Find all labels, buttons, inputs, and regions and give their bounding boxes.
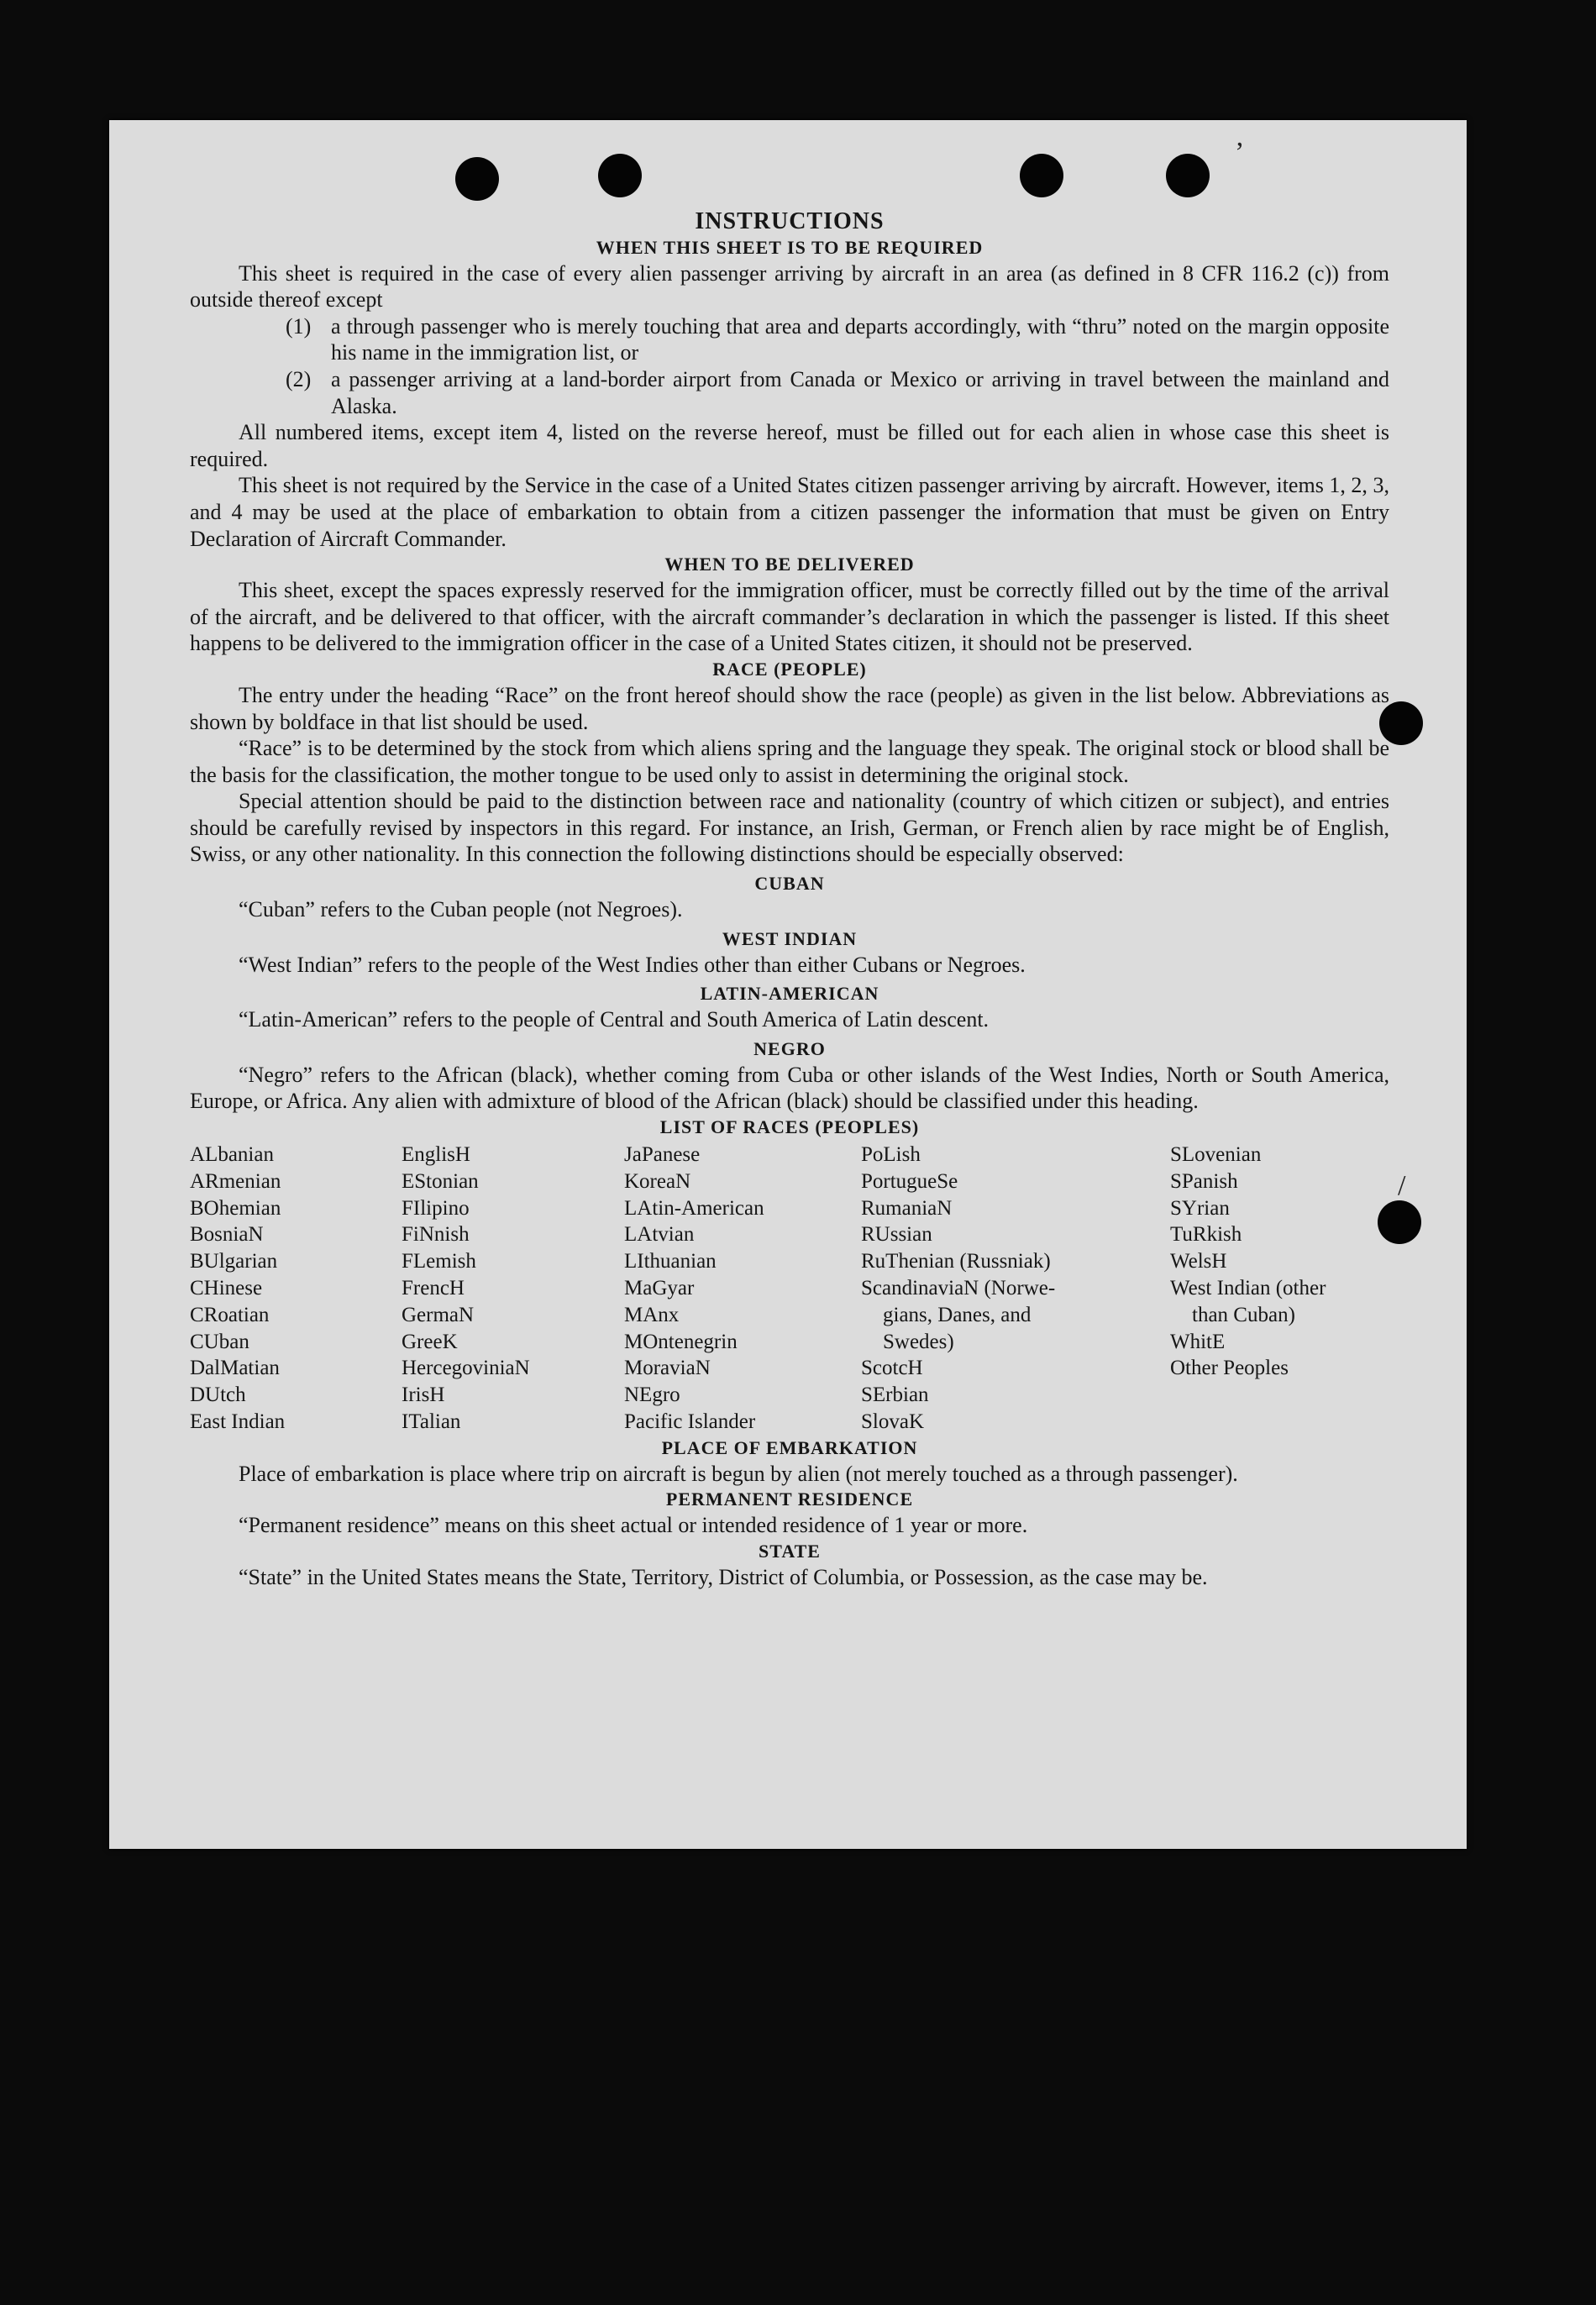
section-heading: CUBAN (754, 873, 825, 895)
section-heading: RACE (PEOPLE) (712, 658, 867, 680)
race-entry: BUlgarian (190, 1250, 278, 1273)
race-entry: SPanish (1170, 1169, 1238, 1193)
item-text: a passenger arriving at a land-border airport from Canada or Mexico or arriving in travel between the mainland and Alaska. (331, 366, 1389, 418)
paragraph: This sheet is required in the case of every alien passenger arriving by aircraft in an area (as defined in 8 CFR 116.2 (c)) from outside thereof except (190, 260, 1389, 312)
race-entry: FrencH (402, 1277, 465, 1300)
races-column (402, 1142, 624, 1436)
punch-hole (598, 154, 642, 197)
race-entry: KoreaN (624, 1169, 691, 1193)
race-entry: DUtch (190, 1384, 246, 1407)
paragraph: “West Indian” refers to the people of the West Indies other than either Cubans or Negroes. (239, 952, 1026, 977)
paragraph: “Permanent residence” means on this sheet actual or intended residence of 1 year or more. (239, 1513, 1028, 1538)
race-entry: Swedes) (883, 1330, 954, 1353)
ink-mark: / (1398, 1170, 1406, 1201)
item-number: (2) (286, 366, 312, 391)
races-list (190, 1142, 1389, 1436)
race-entry: ARmenian (190, 1169, 281, 1193)
race-entry: RUssian (861, 1223, 932, 1247)
race-entry: MOntenegrin (624, 1330, 738, 1353)
paragraph: All numbered items, except item 4, listed on the reverse hereof, must be filled out for each alien in whose case this sheet is required. (190, 420, 1389, 471)
race-entry: CUban (190, 1330, 249, 1353)
section-heading: LATIN-AMERICAN (700, 983, 879, 1005)
race-entry: MAnx (624, 1303, 680, 1326)
race-entry: Pacific Islander (624, 1410, 756, 1433)
race-entry: CHinese (190, 1277, 263, 1300)
race-entry: MoraviaN (624, 1357, 711, 1380)
section-heading: WHEN THIS SHEET IS TO BE REQUIRED (596, 236, 984, 258)
race-entry: LAtvian (624, 1223, 695, 1247)
paragraph: “Latin-American” refers to the people of Central and South America of Latin descent. (239, 1007, 990, 1032)
race-entry: BOhemian (190, 1196, 281, 1220)
paragraph: “Negro” refers to the African (black), whether coming from Cuba or other islands of the West Indies, North or South America, Europe, or Africa. Any alien with admixture of blood of the African (black) should be classified under this heading. (190, 1062, 1389, 1114)
paragraph: “State” in the United States means the State, Territory, District of Columbia, or Possession, as the case may be. (239, 1564, 1208, 1589)
race-entry: SlovaK (861, 1410, 924, 1433)
list-item (190, 366, 1389, 419)
race-entry: Other Peoples (1170, 1357, 1289, 1380)
paragraph: “Race” is to be determined by the stock from which aliens spring and the language they speak. The original stock or blood shall be the basis for the classification, the mother tongue to be used only to assist in determining the original stock. (190, 736, 1389, 787)
race-entry: West Indian (other (1170, 1277, 1326, 1300)
race-entry: FIlipino (402, 1196, 470, 1220)
section-heading: LIST OF RACES (PEOPLES) (659, 1116, 920, 1138)
races-column (861, 1142, 1170, 1436)
section-heading: PLACE OF EMBARKATION (661, 1436, 918, 1458)
race-entry: PortugueSe (861, 1169, 958, 1193)
race-entry: FLemish (402, 1250, 476, 1273)
document-sheet (109, 120, 1467, 1849)
race-entry: SYrian (1170, 1196, 1230, 1220)
paragraph: Place of embarkation is place where trip on aircraft is begun by alien (not merely touched as a through passenger). (239, 1461, 1238, 1486)
race-entry: SErbian (861, 1384, 929, 1407)
race-entry: RuThenian (Russniak) (861, 1250, 1051, 1273)
section-heading: WEST INDIAN (722, 927, 858, 949)
paragraph: This sheet is not required by the Service in the case of a United States citizen passenger arriving by aircraft. However, items 1, 2, 3, and 4 may be used at the place of embarkation to obtain from a citizen passenger the information that must be given on Entry Declaration of Aircraft Commander. (190, 473, 1389, 551)
punch-hole (1166, 154, 1210, 197)
race-entry: East Indian (190, 1410, 286, 1433)
race-entry: DalMatian (190, 1357, 280, 1380)
race-entry: ITalian (402, 1410, 461, 1433)
section-heading: PERMANENT RESIDENCE (665, 1489, 914, 1510)
race-entry: NEgro (624, 1384, 680, 1407)
punch-hole (1020, 154, 1063, 197)
race-entry: HercegoviniaN (402, 1357, 530, 1380)
race-entry: EStonian (402, 1169, 479, 1193)
section-heading: NEGRO (753, 1037, 826, 1059)
race-entry: gians, Danes, and (883, 1303, 1032, 1326)
race-entry: LAtin-American (624, 1196, 764, 1220)
ink-mark: ’ (1235, 137, 1245, 168)
item-text: a through passenger who is merely touching that area and departs accordingly, with “thru” noted on the margin opposite his name in the immigration list, or (331, 313, 1389, 365)
race-entry: ALbanian (190, 1143, 274, 1167)
race-entry: RumaniaN (861, 1196, 953, 1220)
race-entry: MaGyar (624, 1277, 695, 1300)
race-entry: CRoatian (190, 1303, 270, 1326)
section-heading: STATE (759, 1540, 821, 1562)
list-item (190, 313, 1389, 366)
races-column (1170, 1142, 1389, 1436)
race-entry: GreeK (402, 1330, 458, 1353)
race-entry: PoLish (861, 1143, 921, 1167)
race-entry: TuRkish (1170, 1223, 1242, 1247)
punch-hole (455, 157, 499, 201)
race-entry: IrisH (402, 1384, 445, 1407)
race-entry: than Cuban) (1192, 1303, 1295, 1326)
race-entry: ScandinaviaN (Norwe- (861, 1277, 1056, 1300)
item-number: (1) (286, 313, 312, 339)
races-column (624, 1142, 861, 1436)
paragraph: “Cuban” refers to the Cuban people (not Negroes). (239, 897, 683, 922)
race-entry: JaPanese (624, 1143, 701, 1167)
race-entry: BosniaN (190, 1223, 264, 1247)
paragraph: This sheet, except the spaces expressly reserved for the immigration officer, must be correctly filled out by the time of the arrival of the aircraft, and be delivered to that officer, with the aircraft commander’s declaration in which the passenger is listed. If this sheet happens to be delivered to the immigration officer in the case of a United States citizen, it should not be preserved. (190, 578, 1389, 656)
race-entry: FiNnish (402, 1223, 470, 1247)
race-entry: WhitE (1170, 1330, 1226, 1353)
instructions-content (190, 208, 1389, 1591)
race-entry: SLovenian (1170, 1143, 1262, 1167)
paragraph: Special attention should be paid to the distinction between race and nationality (country of which citizen or subject), and entries should be carefully revised by inspectors in this regard. For instance, an Irish, German, or French alien by race might be of English, Swiss, or any other nationality. In this connection the following distinctions should be especially observed: (190, 789, 1389, 867)
race-entry: GermaN (402, 1303, 475, 1326)
race-entry: LIthuanian (624, 1250, 717, 1273)
race-entry: ScotcH (861, 1357, 923, 1380)
page-title: INSTRUCTIONS (695, 208, 885, 234)
race-entry: EnglisH (402, 1143, 470, 1167)
paragraph: The entry under the heading “Race” on the front hereof should show the race (people) as given in the list below. Abbreviations as shown by boldface in that list should be used. (190, 682, 1389, 734)
section-heading: WHEN TO BE DELIVERED (664, 554, 915, 575)
races-column (190, 1142, 402, 1436)
race-entry: WelsH (1170, 1250, 1227, 1273)
